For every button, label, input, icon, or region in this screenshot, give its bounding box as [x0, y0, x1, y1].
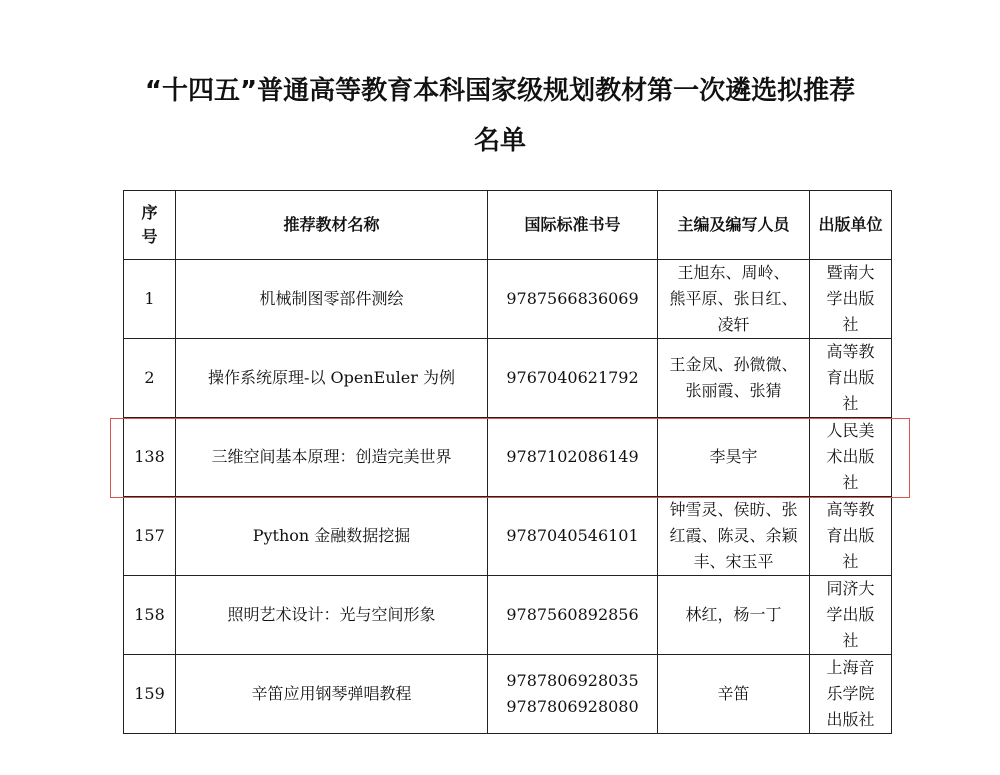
cell-index: 159 [124, 655, 176, 734]
cell-isbn-line: 9787806928035 [506, 671, 639, 690]
cell-authors-line: 王金凤、孙微微、 [669, 355, 798, 374]
cell-name: 照明艺术设计：光与空间形象 [176, 576, 488, 655]
cell-authors [658, 418, 810, 497]
cell-isbn-line: 9787806928080 [506, 697, 639, 716]
table-header-row [124, 191, 892, 260]
cell-isbn [488, 655, 658, 734]
cell-isbn [488, 576, 658, 655]
cell-authors [658, 576, 810, 655]
cell-authors-line: 辛笛 [717, 684, 750, 703]
cell-isbn [488, 418, 658, 497]
cell-publisher-line: 社 [842, 473, 859, 492]
cell-publisher-line: 上海音 [826, 658, 875, 677]
cell-authors [658, 497, 810, 576]
cell-isbn [488, 260, 658, 339]
cell-publisher-line: 高等教 [826, 500, 875, 519]
cell-authors-line: 王旭东、周岭、 [677, 263, 790, 282]
cell-index: 138 [124, 418, 176, 497]
cell-isbn-line: 9787040546101 [506, 526, 639, 545]
cell-authors [658, 655, 810, 734]
cell-isbn-line: 9767040621792 [506, 368, 639, 387]
header-publisher: 出版单位 [810, 191, 892, 260]
header-index: 序号 [124, 191, 176, 260]
cell-authors-line: 李昊宇 [709, 447, 758, 466]
cell-publisher-line: 社 [842, 315, 859, 334]
cell-isbn-line: 9787102086149 [506, 447, 639, 466]
cell-publisher-line: 社 [842, 631, 859, 650]
cell-name: 机械制图零部件测绘 [176, 260, 488, 339]
document-title-line2: 名单 [473, 126, 526, 156]
cell-publisher-line: 暨南大 [826, 263, 875, 282]
cell-index: 2 [124, 339, 176, 418]
cell-publisher [810, 576, 892, 655]
cell-publisher-line: 出版社 [826, 710, 875, 729]
cell-authors-line: 红霞、陈灵、余颖 [669, 526, 798, 545]
cell-name: 操作系统原理-以 OpenEuler 为例 [176, 339, 488, 418]
cell-publisher [810, 260, 892, 339]
cell-name: Python 金融数据挖掘 [176, 497, 488, 576]
cell-authors [658, 260, 810, 339]
cell-publisher-line: 同济大 [826, 579, 875, 598]
cell-isbn-line: 9787566836069 [506, 289, 639, 308]
textbook-table [123, 190, 892, 734]
cell-publisher-line: 乐学院 [826, 684, 875, 703]
header-isbn: 国际标准书号 [488, 191, 658, 260]
cell-publisher-line: 人民美 [826, 421, 875, 440]
cell-publisher-line: 高等教 [826, 342, 875, 361]
table-row [124, 260, 892, 339]
table-row [124, 339, 892, 418]
cell-authors-line: 凌轩 [717, 315, 750, 334]
cell-publisher-line: 学出版 [826, 289, 875, 308]
cell-publisher-line: 学出版 [826, 605, 875, 624]
cell-index: 158 [124, 576, 176, 655]
cell-authors-line: 丰、宋玉平 [693, 552, 774, 571]
cell-publisher [810, 418, 892, 497]
cell-publisher [810, 339, 892, 418]
header-name: 推荐教材名称 [176, 191, 488, 260]
cell-name: 辛笛应用钢琴弹唱教程 [176, 655, 488, 734]
cell-isbn-line: 9787560892856 [506, 605, 639, 624]
cell-publisher-line: 育出版 [826, 526, 875, 545]
document-title-line1: “十四五”普通高等教育本科国家级规划教材第一次遴选拟推荐 [144, 76, 856, 106]
table-row [124, 655, 892, 734]
cell-publisher-line: 社 [842, 394, 859, 413]
header-authors: 主编及编写人员 [658, 191, 810, 260]
cell-publisher-line: 育出版 [826, 368, 875, 387]
cell-authors [658, 339, 810, 418]
cell-publisher-line: 术出版 [826, 447, 875, 466]
cell-authors-line: 钟雪灵、侯昉、张 [669, 500, 798, 519]
cell-index: 1 [124, 260, 176, 339]
cell-publisher-line: 社 [842, 552, 859, 571]
cell-publisher [810, 497, 892, 576]
table-row [124, 418, 892, 497]
table-body [124, 260, 892, 734]
cell-authors-line: 张丽霞、张猜 [685, 381, 782, 400]
cell-name: 三维空间基本原理：创造完美世界 [176, 418, 488, 497]
cell-isbn [488, 339, 658, 418]
cell-authors-line: 熊平原、张日红、 [669, 289, 798, 308]
table-row [124, 576, 892, 655]
cell-authors-line: 林红，杨一丁 [685, 605, 782, 624]
cell-publisher [810, 655, 892, 734]
table-row [124, 497, 892, 576]
cell-index: 157 [124, 497, 176, 576]
cell-isbn [488, 497, 658, 576]
